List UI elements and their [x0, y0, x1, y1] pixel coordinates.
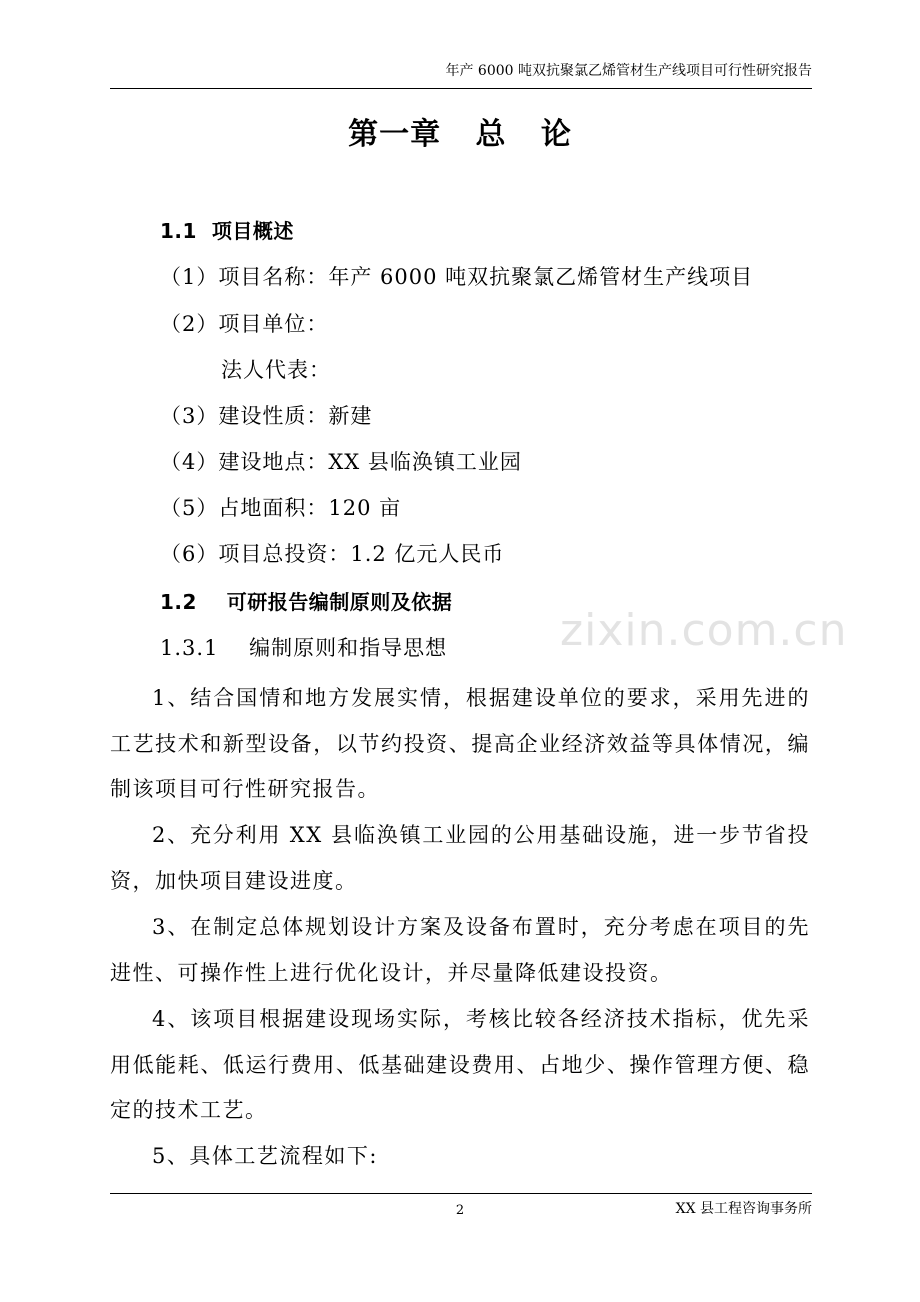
watermark: zixin.com.cn [560, 605, 848, 656]
paragraph-2: 2、充分利用 XX 县临涣镇工业园的公用基础设施，进一步节省投资，加快项目建设进度。 [110, 823, 810, 893]
paragraph-1: 1、结合国情和地方发展实情，根据建设单位的要求，采用先进的工艺技术和新型设备，以节约投资、提高企业经济效益等具体情况，编制该项目可行性研究报告。 [110, 686, 810, 801]
item-legal-representative: 法人代表： [221, 358, 331, 382]
item-land-area: （5）占地面积：120 亩 [160, 496, 402, 520]
section-heading-1-1: 1.1 项目概述 [160, 219, 294, 243]
subsection-heading-1-3-1: 1.3.1 编制原则和指导思想 [160, 636, 448, 660]
header-rule [110, 88, 812, 89]
paragraph-5: 5、具体工艺流程如下: [152, 1144, 378, 1168]
page-number: 2 [455, 1203, 465, 1218]
item-construction-site: （4）建设地点：XX 县临涣镇工业园 [160, 450, 522, 474]
item-construction-nature: （3）建设性质：新建 [160, 404, 373, 428]
footer-rule [110, 1193, 812, 1194]
chapter-title: 第一章 总 论 [348, 117, 572, 152]
footer-organization: XX 县工程咨询事务所 [675, 1201, 812, 1217]
paragraph-4: 4、该项目根据建设现场实际，考核比较各经济技术指标，优先采用低能耗、低运行费用、低基础建设费用、占地少、操作管理方便、稳定的技术工艺。 [110, 1007, 810, 1122]
item-project-name: （1）项目名称：年产 6000 吨双抗聚氯乙烯管材生产线项目 [160, 265, 754, 289]
item-total-investment: （6）项目总投资：1.2 亿元人民币 [160, 542, 505, 566]
section-heading-1-2: 1.2 可研报告编制原则及依据 [160, 590, 453, 614]
item-project-unit: （2）项目单位： [160, 312, 329, 336]
paragraph-3: 3、在制定总体规划设计方案及设备布置时，充分考虑在项目的先进性、可操作性上进行优化设计，并尽量降低建设投资。 [110, 915, 810, 985]
running-header: 年产 6000 吨双抗聚氯乙烯管材生产线项目可行性研究报告 [445, 63, 812, 79]
